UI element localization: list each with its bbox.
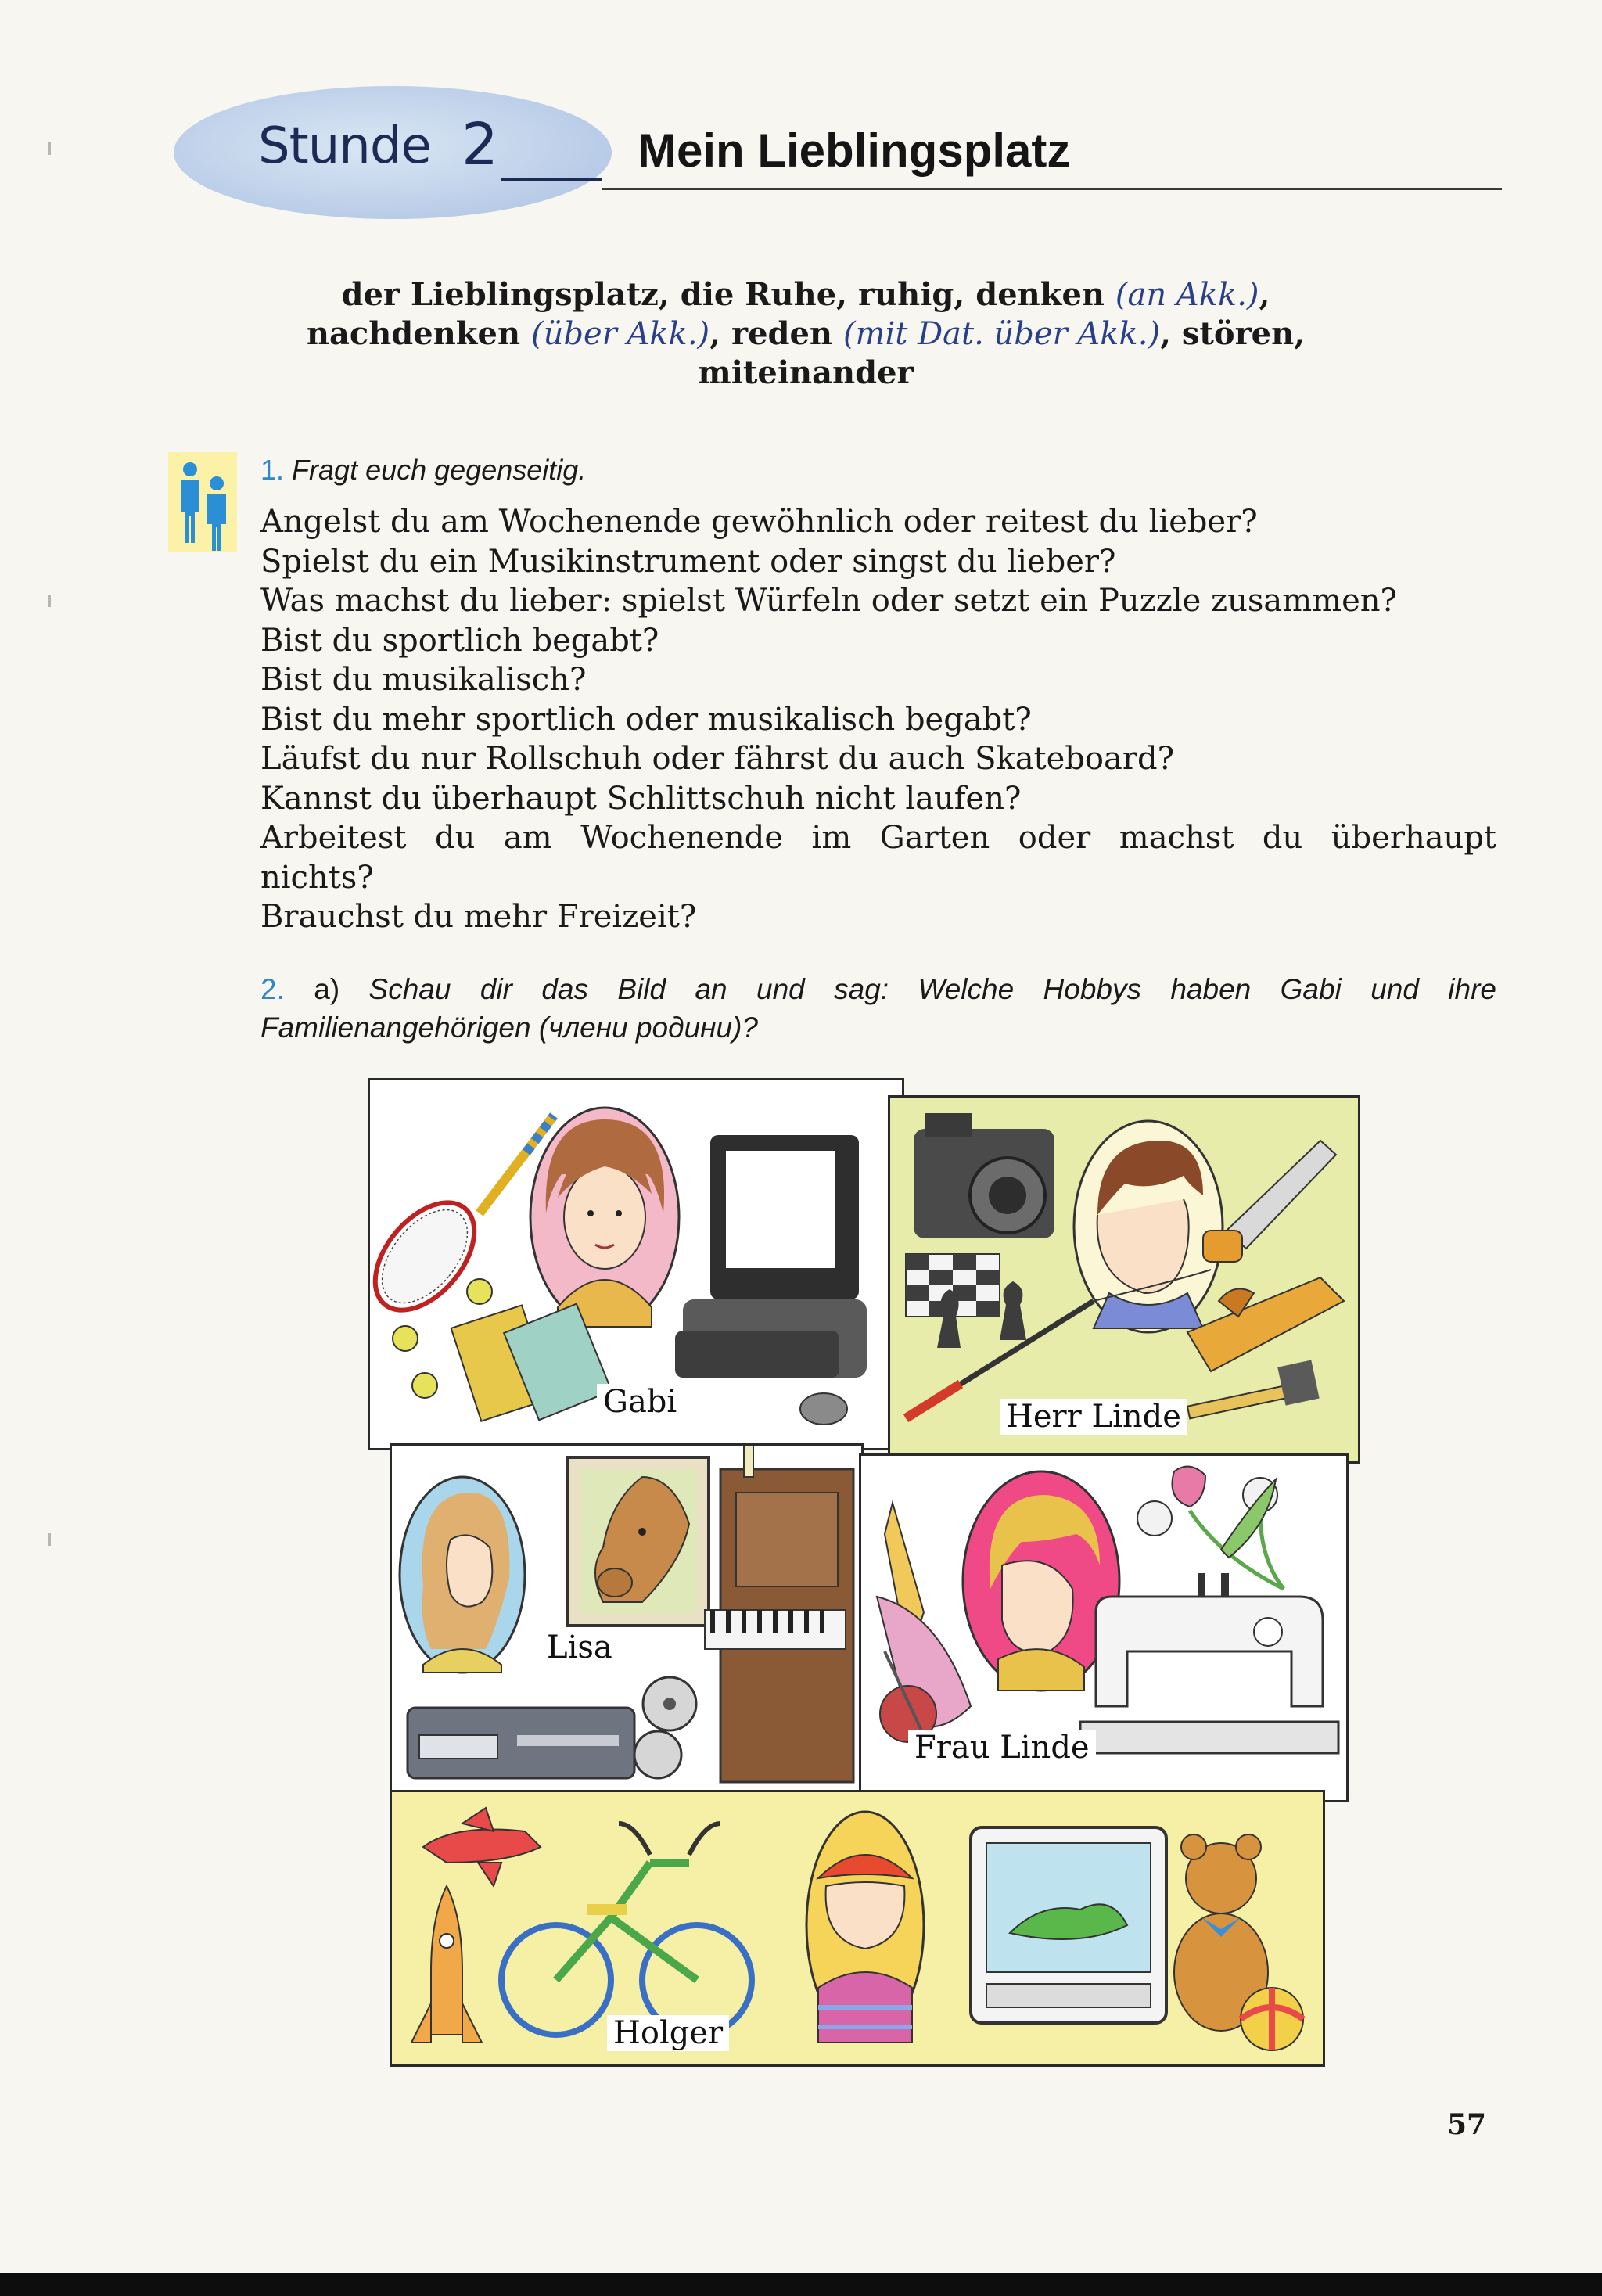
- holger-portrait: [806, 1812, 924, 2043]
- toy-plane-icon: [423, 1808, 541, 1886]
- vocabulary-block: [235, 275, 1377, 393]
- margin-mark: [48, 595, 51, 607]
- lisa-portrait: [400, 1477, 525, 1673]
- vocabulary-note: (über Akk.): [530, 316, 710, 352]
- caption-gabi: Gabi: [597, 1384, 683, 1420]
- tv-icon: [971, 1827, 1166, 2023]
- exercise-instruction: Schau dir das Bild an und sag: Welche Hobbys haben Gabi und ihre: [368, 973, 1497, 1005]
- panel-frau-linde: [859, 1453, 1349, 1802]
- chess-icon: [906, 1254, 1026, 1348]
- exercise-2-line: [260, 970, 1496, 1008]
- exercise-part: a): [314, 973, 340, 1005]
- page-number: 57: [1447, 2108, 1487, 2141]
- flowers-icon: [1137, 1467, 1284, 1589]
- margin-mark: [48, 1533, 51, 1546]
- rocket-icon: [411, 1886, 482, 2043]
- tennis-racket-icon: [370, 1116, 554, 1328]
- exercise-1-heading: [260, 454, 586, 487]
- camera-icon: [914, 1113, 1054, 1238]
- vocabulary-text: nachdenken: [306, 315, 531, 352]
- caption-herr-linde: Herr Linde: [1000, 1399, 1187, 1435]
- pair-work-icon: [168, 452, 237, 552]
- question-line: Was machst du lieber: spielst Würfeln oder setzt ein Puzzle zusammen?: [260, 583, 1397, 619]
- bicycle-icon: [501, 1824, 752, 2035]
- exercise-1-questions: [260, 502, 1496, 937]
- lesson-number-underline: [501, 178, 602, 181]
- stereo-icon: [408, 1677, 696, 1778]
- vocabulary-line: miteinander: [698, 354, 914, 391]
- lesson-title: Mein Lieblingsplatz: [638, 124, 1071, 177]
- vocabulary-line: [235, 275, 1377, 314]
- saw-icon: [1203, 1141, 1336, 1262]
- plane-tool-icon: [1187, 1277, 1344, 1371]
- panel-lisa: [390, 1443, 864, 1800]
- knitting-icon: [877, 1503, 971, 1761]
- question-line: Kannst du überhaupt Schlittschuh nicht laufen?: [260, 780, 1022, 817]
- caption-holger: Holger: [607, 2015, 729, 2051]
- question-line: Bist du sportlich begabt?: [260, 622, 659, 659]
- question-line: Brauchst du mehr Freizeit?: [260, 899, 697, 935]
- question-line: Bist du musikalisch?: [260, 662, 587, 698]
- ball-icon: [1241, 1988, 1303, 2050]
- sewing-machine-icon: [1080, 1573, 1338, 1753]
- horse-picture-icon: [568, 1457, 709, 1626]
- question-line: Läufst du nur Rollschuh oder fährst du auch Skateboard?: [260, 741, 1175, 777]
- computer-icon: [675, 1135, 867, 1425]
- vocabulary-note: (an Akk.): [1115, 277, 1259, 313]
- panel-gabi: [368, 1078, 904, 1450]
- vocabulary-text: , reden: [709, 315, 843, 352]
- exercise-number: 2.: [260, 973, 285, 1005]
- vocabulary-note: (mit Dat. über Akk.): [842, 316, 1161, 352]
- margin-mark: [48, 142, 51, 155]
- title-rule: [602, 188, 1502, 190]
- question-line: Bist du mehr sportlich oder musikalisch begabt?: [260, 701, 1032, 738]
- question-line: Angelst du am Wochenende gewöhnlich oder reitest du lieber?: [260, 504, 1258, 540]
- page-bottom-edge: [0, 2273, 1602, 2296]
- question-line: Spielst du ein Musikinstrument oder singst du lieber?: [260, 543, 1116, 580]
- vocabulary-text: der Lieblingsplatz, die Ruhe, ruhig, denken: [341, 276, 1115, 313]
- piano-icon: [705, 1446, 853, 1782]
- vocabulary-text: , stören,: [1160, 315, 1306, 352]
- lesson-label: Stunde: [258, 117, 431, 175]
- hammer-icon: [1187, 1360, 1320, 1419]
- question-line: Arbeitest du am Wochenende im Garten oder machst du überhaupt: [260, 820, 1496, 856]
- exercise-2-line: Familienangehörigen (члени родини)?: [260, 1011, 758, 1044]
- exercise-number: 1.: [260, 454, 285, 486]
- exercise-instruction: Fragt euch gegenseitig.: [292, 454, 587, 486]
- vocabulary-line: [235, 314, 1377, 354]
- question-line: nichts?: [260, 859, 374, 896]
- caption-frau-linde: Frau Linde: [908, 1730, 1096, 1766]
- vocabulary-text: ,: [1259, 276, 1270, 313]
- panel-herr-linde: [888, 1095, 1360, 1464]
- gabi-portrait: [530, 1108, 679, 1327]
- caption-lisa: Lisa: [541, 1629, 619, 1665]
- lesson-number: 2: [462, 111, 499, 178]
- panel-holger: [390, 1790, 1325, 2067]
- exercise-2-heading: [260, 970, 1496, 1047]
